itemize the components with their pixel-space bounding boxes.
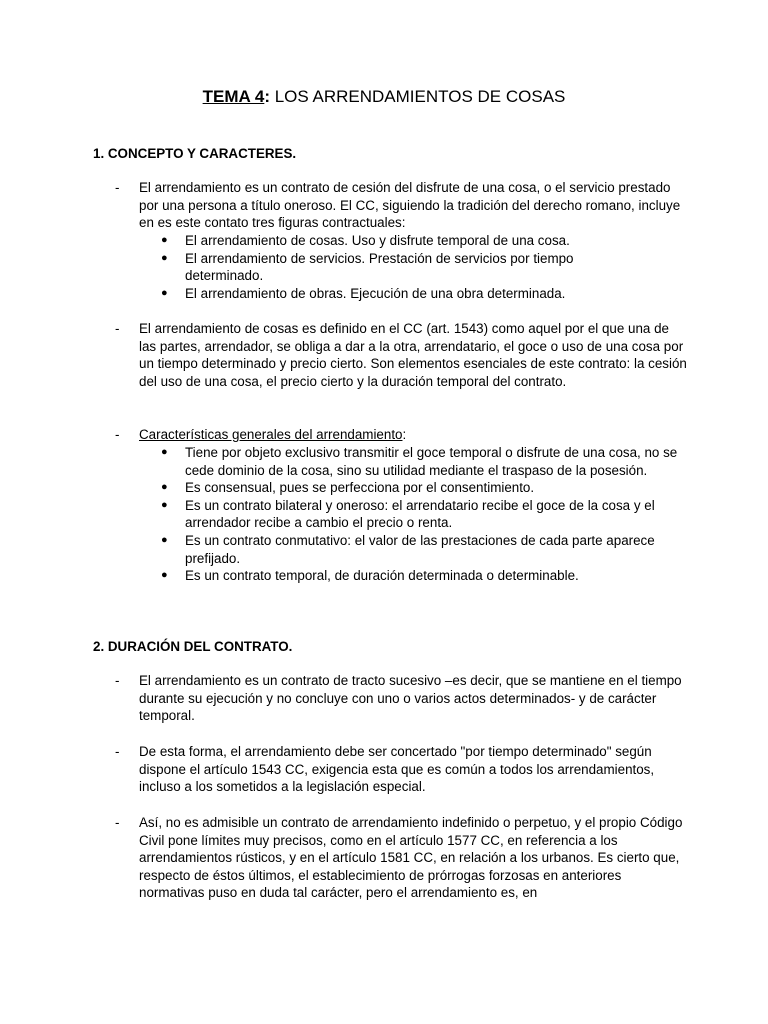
title-rest: LOS ARRENDAMIENTOS DE COSAS (270, 87, 566, 106)
dash-marker: - (115, 321, 120, 336)
list-item: ● El arrendamiento de cosas. Uso y disfrute temporal de una cosa. (161, 233, 570, 248)
list-item: ● Es un contrato bilateral y oneroso: el arrendatario recibe el goce de la cosa y el arrendador recibe a cambio el precio o renta. (161, 497, 655, 531)
bullet-icon: ● (161, 481, 168, 494)
bullet-icon: ● (161, 286, 168, 299)
dash-marker: - (115, 673, 120, 688)
dash-marker: - (115, 815, 120, 830)
list-item: ● El arrendamiento de obras. Ejecución de una obra determinada. (161, 285, 566, 301)
bullet-icon: ● (161, 498, 168, 511)
bullet-icon: ● (161, 569, 168, 582)
bullet-icon: ● (161, 446, 168, 458)
bullet-list-2 (115, 444, 685, 585)
bullet-list-1 (115, 232, 685, 302)
title-tema: TEMA 4 (202, 87, 265, 106)
paragraph-text: El arrendamiento de cosas es definido en el CC (art. 1543) como aquel por el que una de las partes, arrendador, se obliga a dar a la otra, arrendatario, el goce o uso de una cosa por un tiempo determinado y precio cierto. Son elementos esenciales de este contrato: la cesión del uso de una cosa, el precio cierto y la duración temporal del contrato. (139, 321, 687, 389)
paragraph-text: Así, no es admisible un contrato de arrendamiento indefinido o perpetuo, y el propio Código Civil pone límites muy precisos, como en el artículo 1577 CC, en referencia a los arrendamientos rústicos, y en el artículo 1581 CC, en relación a los urbanos. Es cierto que, respecto de éstos últimos, el establecimiento de prórrogas forzosas en anteriores normativas puso en duda tal carácter, pero el arrendamiento es, en (139, 815, 683, 901)
dash-marker: - (115, 744, 120, 759)
dash-marker: - (115, 180, 120, 195)
bullet-icon: ● (161, 533, 168, 546)
list-item: ● El arrendamiento de servicios. Prestación de servicios por tiempo determinado. (161, 250, 574, 284)
list-item: ● Es un contrato temporal, de duración determinada o determinable. (161, 568, 579, 584)
list-item: ● Tiene por objeto exclusivo transmitir el goce temporal o disfrute de una cosa, no se cede dominio de la cosa, sino su utilidad mediante el traspaso de la posesión. (161, 445, 678, 478)
paragraph-text: El arrendamiento es un contrato de cesión del disfrute de una cosa, o el servicio prestado por una persona a título oneroso. El CC, siguiendo la tradición del derecho romano, incluye en es este contato tres figuras contractuales: (139, 180, 681, 231)
section-heading-2: 2. DURACIÓN DEL CONTRATO. (93, 639, 293, 654)
paragraph-text: De esta forma, el arrendamiento debe ser concertado "por tiempo determinado" según dispone el artículo 1543 CC, exigencia esta que es común a todos los arrendamientos, incluso a los sometidos a la legislación especial. (139, 744, 655, 795)
page-title (0, 86, 768, 108)
bullet-icon: ● (161, 234, 168, 246)
section-heading-1: 1. CONCEPTO Y CARACTERES. (93, 146, 297, 161)
characteristics-heading: Características generales del arrendamiento (139, 427, 403, 442)
list-item: ● Es un contrato conmutativo: el valor de las prestaciones de cada parte aparece prefijado. (161, 532, 655, 566)
list-item: ● Es consensual, pues se perfecciona por el consentimiento. (161, 480, 535, 496)
dash-marker: - (115, 427, 120, 442)
paragraph-text: El arrendamiento es un contrato de tracto sucesivo –es decir, que se mantiene en el tiempo durante su ejecución y no concluye con uno o varios actos determinados- y de carácter temporal. (139, 673, 682, 724)
title-colon: : (264, 87, 270, 106)
bullet-icon: ● (161, 251, 168, 264)
document-page: TEMA 4: LOS ARRENDAMIENTOS DE COSAS 1. CONCEPTO Y CARACTERES. - El arrendamiento es un contrato de cesión del disfrute de una cosa, o el servicio prestado por una persona a título oneroso. El CC, siguiendo la tradición del derecho romano, incluye en es este contato tres figuras contractuales: ● El arrendamiento de cosas. Uso y disfrute temporal de una cosa. ● El arrendamiento de servicios. Prestación de servicios por tiempo determinado. ● El arrendamiento de obras. Ejecución de una obra determinada. - El arrendamiento de cosas es definido en el CC (art. 1543) como aquel por el que una de las partes, arrendador, se obliga a dar a la otra, arrendatario, el goce o uso de una cosa por un tiempo determinado y precio cierto. Son elementos esenciales de este contrato: la cesión del uso de una cosa, el precio cierto y la duración temporal del contrato. - Características generales del arrendamiento: ● Tiene por objeto exclusivo transmitir el goce temporal o disfrute de una cosa, no se cede dominio de la cosa, sino su utilidad mediante el traspaso de la posesión. ● Es consensual, pues se perfecciona por el consentimiento. ● Es un contrato bilateral y oneroso: el arrendatario recibe el goce de la cosa y el arrendador recibe a cambio el precio o renta. ● Es un contrato conmutativo: el valor de las prestaciones de cada parte aparece prefijado. ● Es un contrato temporal, de duración determinada o determinable. 2. DURACIÓN DEL CONTRATO. - El arrendamiento es un contrato de tracto sucesivo –es decir, que se mantiene en el tiempo durante su ejecución y no concluye con uno o varios actos determinados- y de carácter temporal. - De esta forma, el arrendamiento debe ser concertado "por tiempo determinado" según dispone el artículo 1543 CC, exigencia esta que es común a todos los arrendamientos, incluso a los sometidos a la legislación especial. - Así, no es admisible un contrato de arrendamiento indefinido o perpetuo, y el propio Código Civil pone límites muy precisos, como en el artículo 1577 CC, en referencia a los arrendamientos rústicos, y en el artículo 1581 CC, en relación a los urbanos. Es cierto que, respecto de éstos últimos, el establecimiento de prórrogas forzosas en anteriores normativas puso en duda tal carácter, pero el arrendamiento es, en (0, 0, 768, 1024)
